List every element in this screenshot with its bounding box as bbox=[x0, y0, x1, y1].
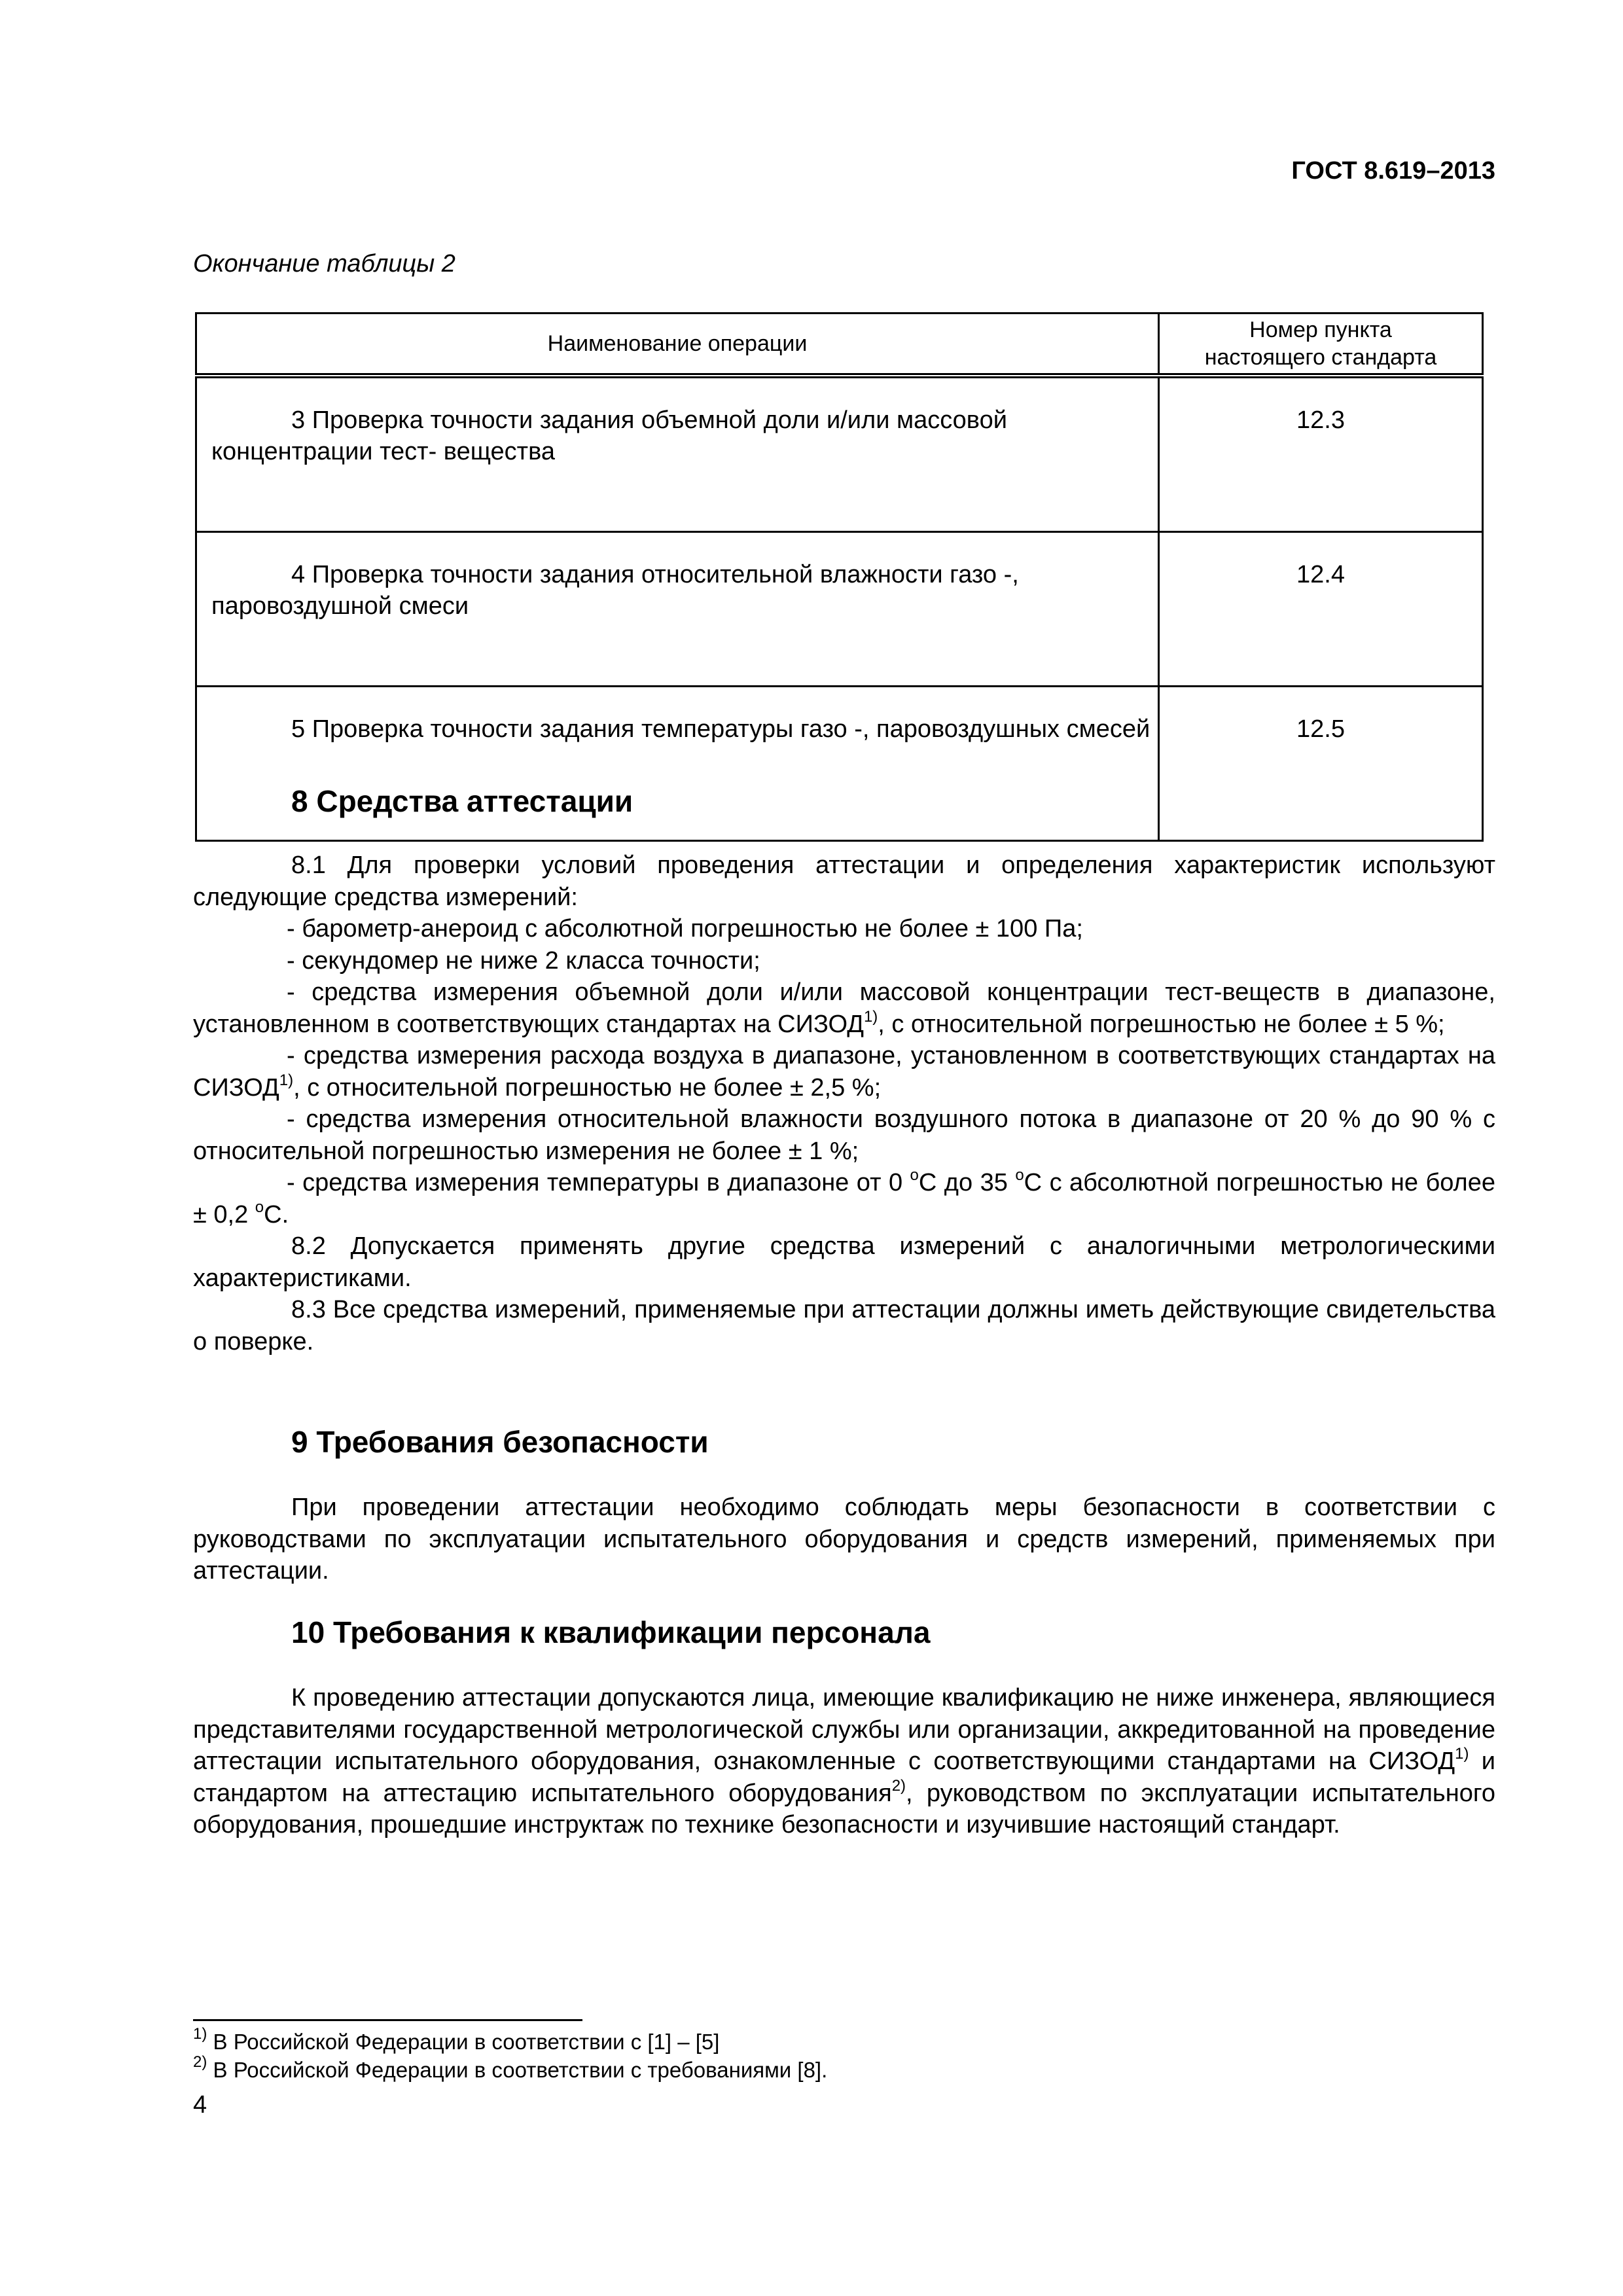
list-item-text: - средства измерения температуры в диапазоне от 0 bbox=[287, 1169, 910, 1196]
list-item bbox=[193, 1167, 1495, 1230]
list-item: - барометр-анероид с абсолютной погрешностью не более ± 100 Па; bbox=[287, 915, 1083, 942]
list-item: - средства измерения относительной влажности воздушного потока в диапазоне от 20 % до 90 % с относительной погрешностью измерения не более ± 1 %; bbox=[193, 1105, 1495, 1165]
degree-mark: о bbox=[255, 1198, 264, 1216]
list-item-text: С с абсолютной погрешностью не более ± 0,2 bbox=[193, 1169, 1495, 1229]
footnote-ref: 2) bbox=[891, 1776, 906, 1795]
footnote-separator bbox=[193, 2019, 582, 2021]
column-header-number-line1: Номер пункта bbox=[1249, 317, 1392, 342]
list-item-text: , с относительной погрешностью не более ± 2,5 %; bbox=[293, 1073, 882, 1102]
table-row bbox=[196, 532, 1483, 687]
footnote-text: В Российской Федерации в соответствии с требованиями [8]. bbox=[207, 2058, 828, 2082]
column-header-number bbox=[1159, 314, 1483, 376]
section-9-body bbox=[193, 1492, 1495, 1587]
list-item: - секундомер не ниже 2 класса точности; bbox=[287, 946, 760, 975]
table-caption: Окончание таблицы 2 bbox=[193, 250, 455, 278]
operation-cell: 4 Проверка точности задания относительной влажности газо -, паровоздушной смеси bbox=[196, 532, 1159, 687]
section-10-title: 10 Требования к квалификации персонала bbox=[291, 1615, 931, 1649]
paragraph-text: и стандартом на аттестацию испытательного оборудования bbox=[193, 1748, 1495, 1807]
footnote bbox=[193, 2053, 828, 2083]
paragraph-text: К проведению аттестации допускаются лица, имеющие квалификацию не ниже инженера, являющиеся представителями государственной метрологической службы или организации, аккредитованной на проведение аттестации испытательного оборудования, ознакомленные с соответствующими стандартами на СИЗОД bbox=[193, 1684, 1495, 1775]
paragraph-8-1: 8.1 Для проверки условий проведения аттестации и определения характеристик используют следующие средства измерений: bbox=[193, 852, 1495, 911]
footnote-ref: 1) bbox=[1455, 1745, 1469, 1763]
footnote-mark: 1) bbox=[193, 2025, 207, 2043]
list-item-text: - средства измерения расхода воздуха в диапазоне, установленном в соответствующих стандартах на СИЗОД bbox=[193, 1042, 1495, 1102]
degree-mark: о bbox=[910, 1166, 919, 1184]
paragraph-8-2: 8.2 Допускается применять другие средства измерений с аналогичными метрологическими характеристиками. bbox=[193, 1232, 1495, 1292]
operation-cell: 3 Проверка точности задания объемной доли и/или массовой концентрации тест- вещества bbox=[196, 376, 1159, 532]
column-header-operation: Наименование операции bbox=[196, 314, 1159, 376]
operations-table bbox=[195, 312, 1484, 842]
footnote-ref: 1) bbox=[279, 1071, 294, 1089]
list-item-text: С до 35 bbox=[918, 1169, 1016, 1196]
page-number: 4 bbox=[193, 2091, 207, 2119]
column-header-number-line2: настоящего стандарта bbox=[1204, 345, 1437, 370]
section-10-body bbox=[193, 1682, 1495, 1841]
degree-mark: о bbox=[1015, 1166, 1024, 1184]
paragraph-8-3: 8.3 Все средства измерений, применяемые при аттестации должны иметь действующие свидетельства о поверке. bbox=[193, 1296, 1495, 1355]
list-item-text: - средства измерения объемной доли и/или массовой концентрации тест-веществ в диапазоне, установленном в соответствующих стандартах на СИЗОД bbox=[193, 978, 1495, 1038]
list-item bbox=[193, 1040, 1495, 1103]
number-cell: 12.5 bbox=[1159, 687, 1483, 841]
table-row bbox=[196, 376, 1483, 532]
section-9-paragraph: При проведении аттестации необходимо соблюдать меры безопасности в соответствии с руководствами по эксплуатации испытательного оборудования и средств измерений, применяемых при аттестации. bbox=[193, 1494, 1495, 1585]
list-item bbox=[193, 977, 1495, 1040]
list-item-text: С. bbox=[264, 1200, 289, 1229]
section-8-title: 8 Средства аттестации bbox=[291, 784, 633, 818]
footnote bbox=[193, 2025, 720, 2055]
number-cell: 12.3 bbox=[1159, 376, 1483, 532]
table-header-row bbox=[196, 314, 1483, 376]
section-10-paragraph bbox=[193, 1682, 1495, 1841]
number-cell: 12.4 bbox=[1159, 532, 1483, 687]
operation-cell: 5 Проверка точности задания температуры газо -, паровоздушных смесей bbox=[196, 687, 1159, 841]
footnote-mark: 2) bbox=[193, 2053, 207, 2071]
paragraph-text: , руководством по эксплуатации испытательного оборудования, прошедшие инструктаж по технике безопасности и изучившие настоящий стандарт. bbox=[193, 1779, 1495, 1839]
standard-code-header: ГОСТ 8.619–2013 bbox=[1291, 157, 1495, 185]
list-item-text: , с относительной погрешностью не более ± 5 %; bbox=[878, 1010, 1445, 1038]
footnote-ref: 1) bbox=[863, 1007, 878, 1026]
section-8-body bbox=[193, 850, 1495, 1357]
footnote-text: В Российской Федерации в соответствии с [1] – [5] bbox=[207, 2030, 720, 2054]
section-9-title: 9 Требования безопасности bbox=[291, 1425, 709, 1459]
